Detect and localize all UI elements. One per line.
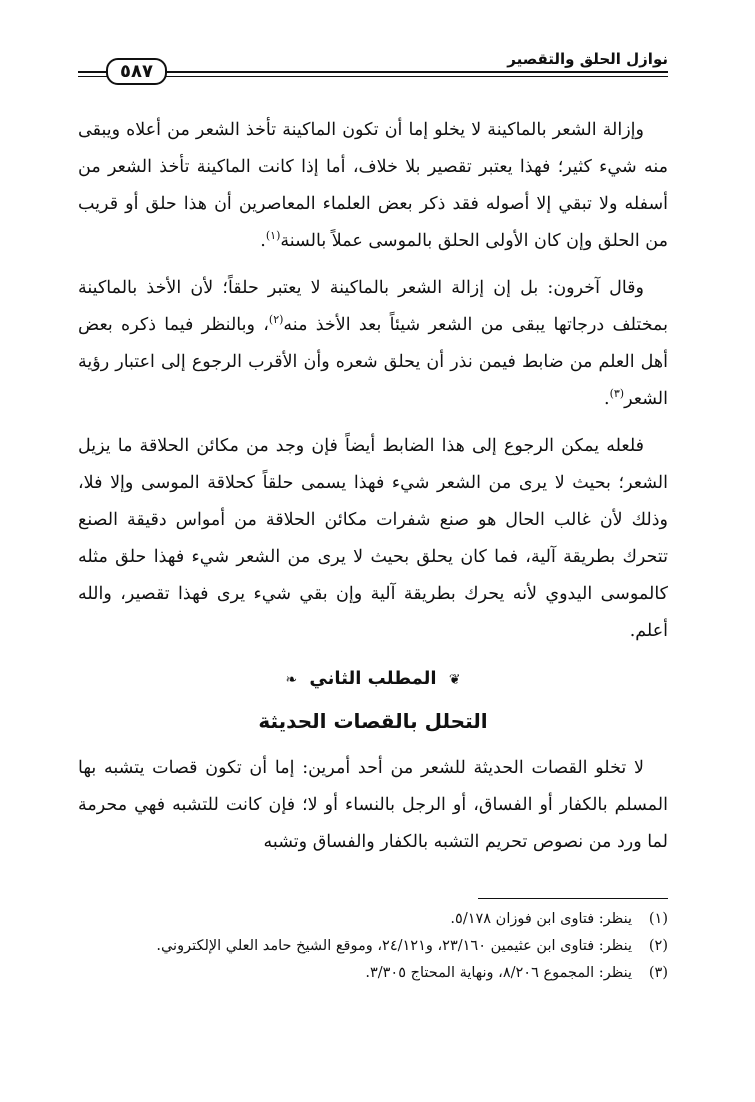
footnote-number: (٢) xyxy=(648,938,668,954)
ornament-right-icon: ❦ xyxy=(448,672,461,688)
paragraph-2-text-a: وقال آخرون: بل إن إزالة الشعر بالماكينة لا يعتبر حلقاً؛ لأن الأخذ بالماكينة بمختلف درجاتها يبقى من الشعر شيئاً بعد الأخذ منه xyxy=(78,278,668,335)
page-body xyxy=(78,112,668,871)
page-header xyxy=(78,50,668,90)
footnote-separator xyxy=(478,898,668,899)
paragraph-1 xyxy=(78,112,668,260)
footnote-ref-1: (١) xyxy=(265,229,281,243)
footnote-text: ينظر: المجموع ٨/٢٠٦، ونهاية المحتاج ٣/٣٠٥. xyxy=(365,965,632,981)
ornament-left-icon: ❧ xyxy=(285,672,298,688)
paragraph-1-text: وإزالة الشعر بالماكينة لا يخلو إما أن تكون الماكينة تأخذ الشعر من أعلاه ويبقى منه شيء كثير؛ فهذا يعتبر تقصير بلا خلاف، أما إذا كانت الماكينة تأخذ الشعر من أسفله ولا تبقي إلا أصوله فقد ذكر بعض العلماء المعاصرين أن هذا حلق أو قريب من الحلق وإن كان الأولى الحلق بالموسى عملاً بالسنة xyxy=(78,120,668,251)
paragraph-2 xyxy=(78,270,668,418)
paragraph-2-end: . xyxy=(604,389,610,409)
running-title: نوازل الحلق والتقصير xyxy=(499,50,668,68)
footnote-number: (١) xyxy=(648,911,668,927)
footnote-text: ينظر: فتاوى ابن عثيمين ٢٣/١٦٠، و٢٤/١٢١، وموقع الشيخ حامد العلي الإلكتروني. xyxy=(156,938,632,954)
section-heading-text: المطلب الثاني xyxy=(309,668,437,689)
footnote-item xyxy=(78,906,668,933)
footnote-ref-3: (٣) xyxy=(609,387,625,401)
page-number: ٥٨٧ xyxy=(106,58,167,85)
paragraph-4: لا تخلو القصات الحديثة للشعر من أحد أمرين: إما أن تكون قصات يتشبه بها المسلم بالكفار أو الفساق، أو الرجل بالنساء أو لا؛ فإن كانت للتشبه فهي محرمة لما ورد من نصوص تحريم التشبه بالكفار والفساق وتشبه xyxy=(78,758,668,852)
footnote-item xyxy=(78,933,668,960)
paragraph-3: فلعله يمكن الرجوع إلى هذا الضابط أيضاً فإن وجد من مكائن الحلاقة ما يزيل الشعر؛ بحيث لا يرى من الشعر شيء فهذا يسمى حلقاً كحلاقة الموسى وإلا فلا، وذلك لأن غالب الحال هو صنع شفرات مكائن الحلاقة من أمواس دقيقة الصنع تتحرك بطريقة آلية، فما كان يحلق بحيث لا يرى من الشعر شيء فهذا حلق مثله كالموسى اليدوي لأنه يحرك بطريقة آلية وإن بقي شيء يرى فهذا تقصير، والله أعلم. xyxy=(78,436,668,641)
topic-heading: التحلل بالقصات الحديثة xyxy=(258,709,488,733)
footnote-text: ينظر: فتاوى ابن فوزان ٥/١٧٨. xyxy=(450,911,632,927)
paragraph-1-end: . xyxy=(260,231,266,251)
footnote-item xyxy=(78,960,668,987)
section-heading xyxy=(78,660,668,699)
paragraph-2-text-b: ، وبالنظر فيما ذكره بعض أهل العلم من ضابط فيمن نذر أن يحلق شعره وأن الأقرب الرجوع إلى اعتبار رؤية الشعر xyxy=(78,315,668,409)
footnotes xyxy=(78,906,668,987)
footnote-number: (٣) xyxy=(648,965,668,981)
footnote-ref-2: (٢) xyxy=(268,313,284,327)
